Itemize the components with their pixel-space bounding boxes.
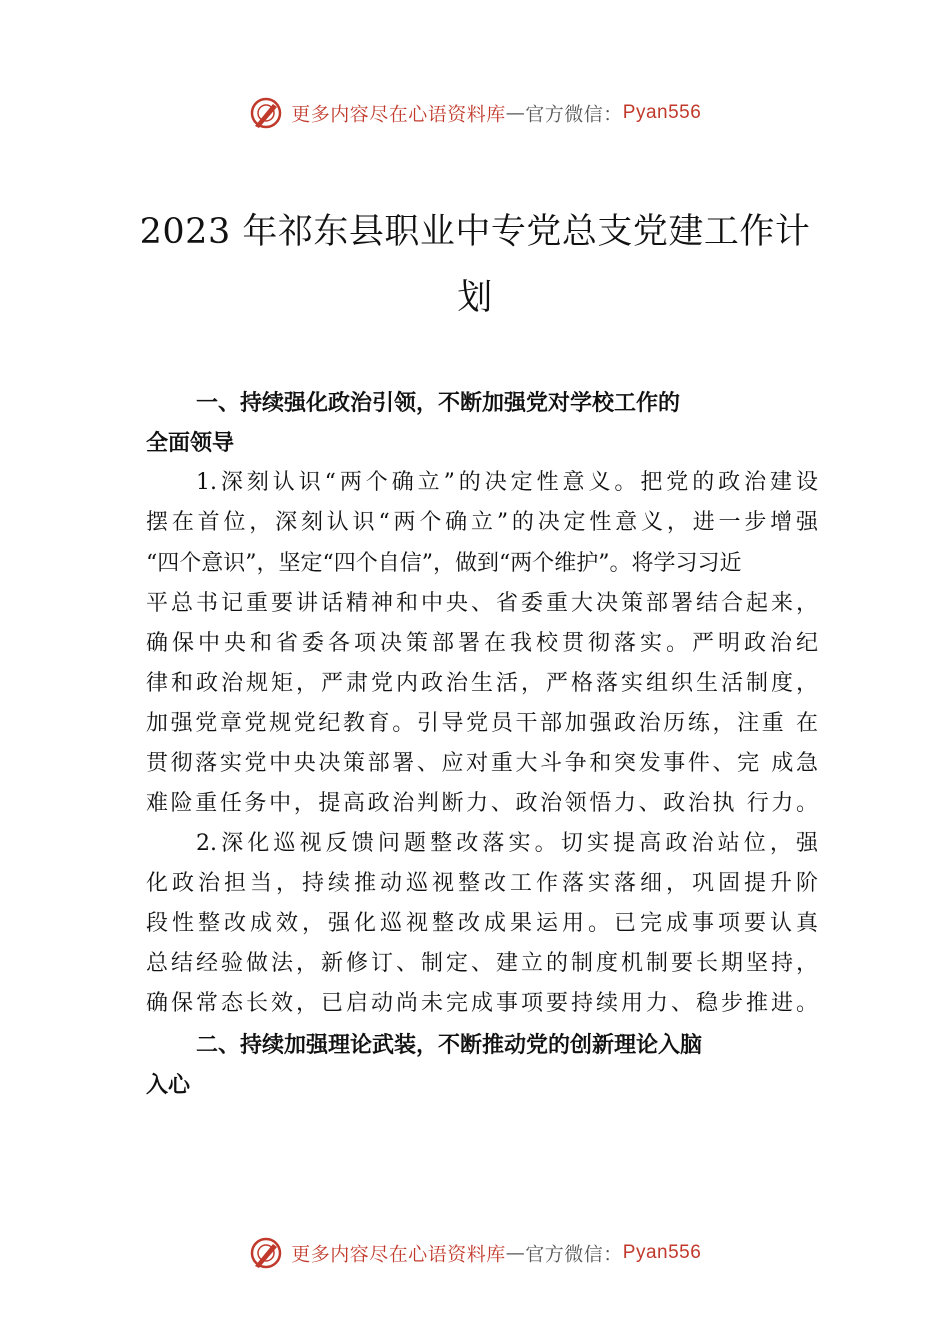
section-1-heading-line-2: 全面领导 <box>146 431 235 456</box>
watermark-sub-text: 官方微信： <box>525 103 623 126</box>
para-1-line: 加强党章党规党纪教育。引导党员干部加强政治历练，注重 在 <box>146 711 818 736</box>
para-1-line: 贯彻落实党中央决策部署、应对重大斗争和突发事件、完 成急 <box>146 751 818 776</box>
watermark-header <box>0 96 950 130</box>
pen-logo-icon <box>249 1236 283 1270</box>
document-title-line-1: 2023 年祁东县职业中专党总支党建工作计 <box>139 212 811 252</box>
para-1-line: 平总书记重要讲话精神和中央、省委重大决策部署结合起来， <box>146 591 818 616</box>
watermark-main-text: 更多内容尽在心语资料库 <box>291 1243 506 1266</box>
watermark-sub-text: 官方微信： <box>525 1243 623 1266</box>
para-1-line: 难险重任务中，提高政治判断力、政治领悟力、政治执 行力。 <box>146 791 818 816</box>
watermark-dash: — <box>505 102 526 124</box>
para-2-line: 总结经验做法，新修订、制定、建立的制度机制要长期坚持， <box>146 951 818 976</box>
para-2-line: 2.深化巡视反馈问题整改落实。切实提高政治站位，强 <box>196 831 818 856</box>
section-2-heading-line-2: 入心 <box>146 1073 191 1098</box>
watermark-wechat-id: Pyan556 <box>622 1242 702 1263</box>
para-1-line: 1.深刻认识“两个确立”的决定性意义。把党的政治建设 <box>196 470 818 495</box>
para-1-line: 律和政治规矩，严肃党内政治生活，严格落实组织生活制度， <box>146 671 818 696</box>
document-title-line-2: 划 <box>457 278 493 318</box>
watermark-dash: — <box>505 1242 526 1264</box>
watermark-wechat-id: Pyan556 <box>622 102 702 123</box>
section-1-heading-line-1: 一、持续强化政治引领，不断加强党对学校工作的 <box>196 391 681 416</box>
watermark-main-text: 更多内容尽在心语资料库 <box>291 103 506 126</box>
para-2-line: 确保常态长效，已启动尚未完成事项要持续用力、稳步推进。 <box>146 991 818 1016</box>
para-2-line: 化政治担当，持续推动巡视整改工作落实落细，巩固提升阶 <box>146 871 818 896</box>
para-1-line: 确保中央和省委各项决策部署在我校贯彻落实。严明政治纪 <box>146 631 818 656</box>
watermark-footer <box>0 1236 950 1270</box>
para-2-line: 段性整改成效，强化巡视整改成果运用。已完成事项要认真 <box>146 911 818 936</box>
pen-logo-icon <box>249 96 283 130</box>
para-1-line: “四个意识”，坚定“四个自信”，做到“两个维护”。将学习习近 <box>146 551 742 576</box>
section-2-heading-line-1: 二、持续加强理论武装，不断推动党的创新理论入脑 <box>196 1033 703 1058</box>
para-1-line: 摆在首位，深刻认识“两个确立”的决定性意义，进一步增强 <box>146 510 818 535</box>
